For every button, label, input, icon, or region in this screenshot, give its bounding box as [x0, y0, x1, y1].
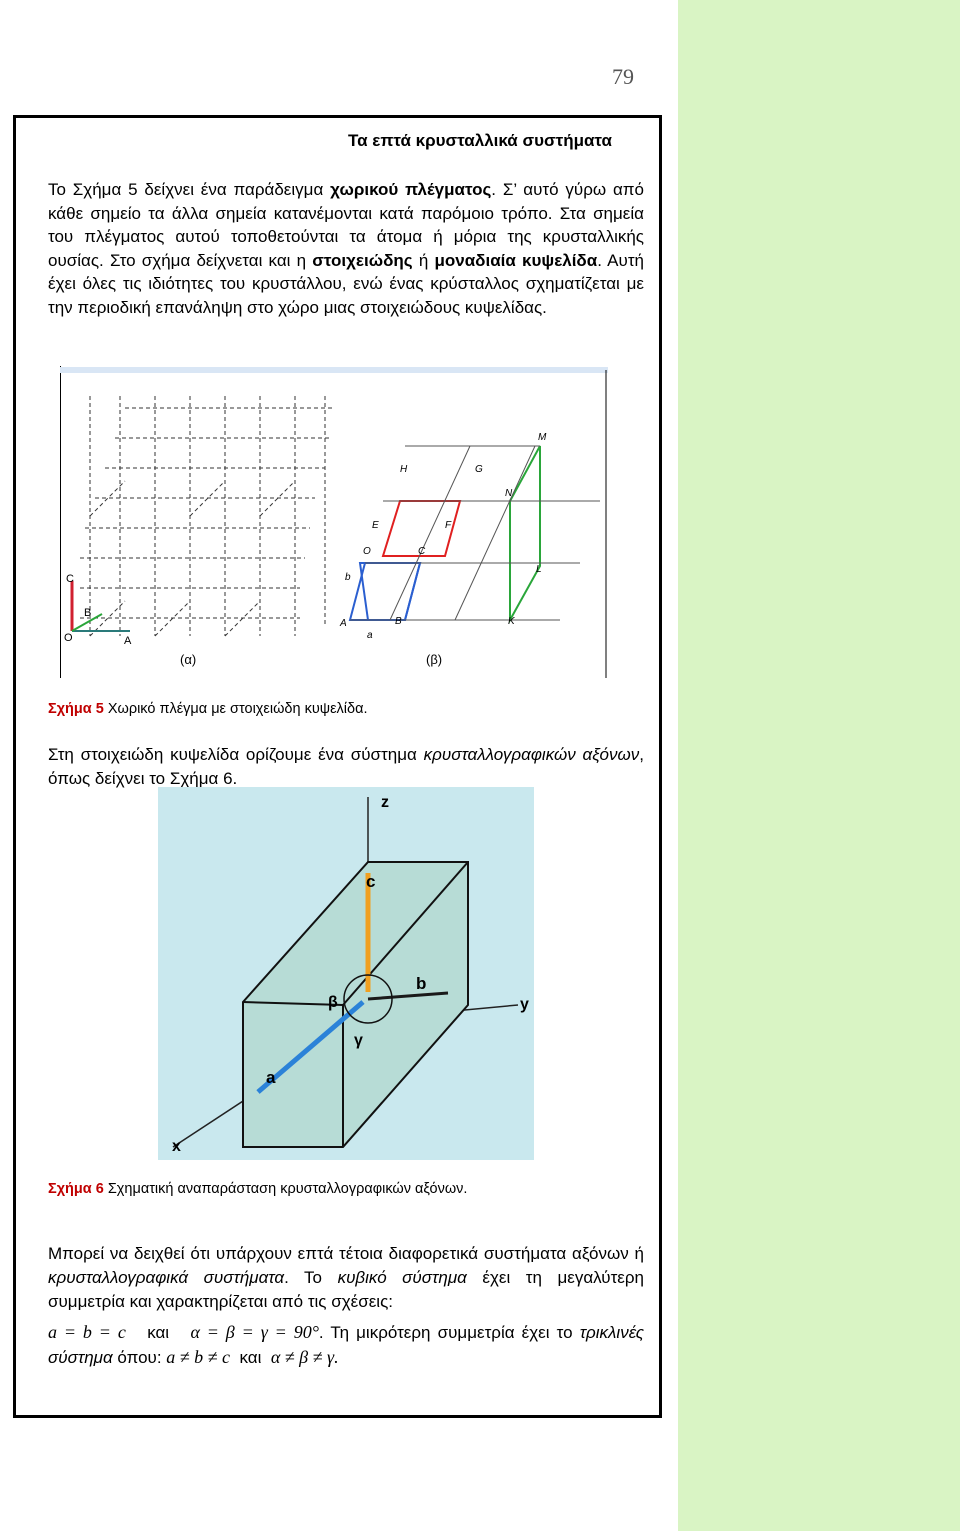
equation-angles-unequal: α ≠ β ≠ γ.	[270, 1347, 339, 1367]
svg-text:E: E	[372, 520, 379, 531]
label-b: B	[84, 607, 92, 619]
paragraph-2: Στη στοιχειώδη κυψελίδα ορίζουμε ένα σύστημα κρυσταλλογραφικών αξόνων, όπως δείχνει το Σχήμα 6.	[48, 745, 644, 788]
svg-text:C: C	[418, 546, 426, 557]
paragraph-1: Το Σχήμα 5 δείχνει ένα παράδειγμα χωρικού πλέγματος. Σ’ αυτό γύρω από κάθε σημείο τα άλλα σημεία κατανέμονται κατά παρόμοιο τρόπο. Στα σημεία του πλέγματος αυτού τοποθετούνται τα άτομα ή μόρια της κρυσταλλικής ουσίας. Στο σχήμα δείχνεται και η στοιχειώδης ή μοναδιαία κυψελίδα. Αυτή έχει όλες τις ιδιότητες του κρυστάλλου, ενώ ένας κρύσταλλος σχηματίζεται με την περιοδική επανάληψη στο χώρο μιας στοιχειώδους κυψελίδας.	[48, 180, 644, 317]
svg-text:b: b	[416, 974, 427, 993]
svg-text:z: z	[381, 794, 389, 811]
paragraph-3: Μπορεί να δειχθεί ότι υπάρχουν επτά τέτοια διαφορετικά συστήματα αξόνων ή κρυσταλλογραφικά συστήματα. Το κυβικό σύστημα έχει τη μεγαλύτερη συμμετρία και χαρακτηρίζεται από τις σχέσεις: a = b = c και α = β = γ = 90°. Τη μικρότερη συμμετρία έχει το τρικλινές σύστημα όπου: a ≠ b ≠ c και α ≠ β ≠ γ.	[48, 1244, 644, 1367]
svg-text:β: β	[328, 994, 338, 1011]
svg-text:H: H	[400, 464, 408, 475]
svg-text:N: N	[505, 488, 513, 499]
figure-5-caption: Σχήμα 5 Χωρικό πλέγμα με στοιχειώδη κυψελίδα.	[48, 701, 368, 717]
svg-text:y: y	[520, 996, 529, 1013]
figure-6-axes	[158, 787, 534, 1160]
equation-abc-equal: a = b = c	[48, 1322, 126, 1342]
panel-a-label: (α)	[180, 652, 197, 667]
svg-text:A: A	[340, 618, 347, 629]
green-sidebar	[678, 0, 960, 1531]
svg-text:M: M	[538, 432, 547, 443]
figure-5-lattice	[60, 366, 608, 678]
label-a: A	[124, 635, 132, 647]
svg-text:x: x	[172, 1138, 181, 1155]
svg-text:K: K	[508, 616, 515, 627]
svg-text:γ: γ	[354, 1032, 363, 1049]
svg-text:B: B	[395, 616, 402, 627]
svg-text:L: L	[536, 564, 542, 575]
equation-angles-90: α = β = γ = 90°	[190, 1322, 319, 1342]
svg-text:F: F	[445, 520, 452, 531]
figure-6-caption: Σχήμα 6 Σχηματική αναπαράσταση κρυσταλλογραφικών αξόνων.	[48, 1181, 468, 1197]
svg-text:b: b	[345, 572, 351, 583]
svg-text:O: O	[363, 546, 371, 557]
svg-text:a: a	[367, 630, 373, 641]
section-title: Τα επτά κρυσταλλικά συστήματα	[347, 131, 612, 150]
svg-text:c: c	[366, 872, 376, 891]
label-c: C	[66, 573, 74, 585]
page-number: 79	[612, 64, 634, 89]
svg-text:a: a	[266, 1068, 276, 1087]
svg-text:G: G	[475, 464, 483, 475]
equation-abc-unequal: a ≠ b ≠ c	[166, 1347, 231, 1367]
panel-b-label: (β)	[426, 652, 443, 667]
label-o: O	[64, 632, 73, 644]
